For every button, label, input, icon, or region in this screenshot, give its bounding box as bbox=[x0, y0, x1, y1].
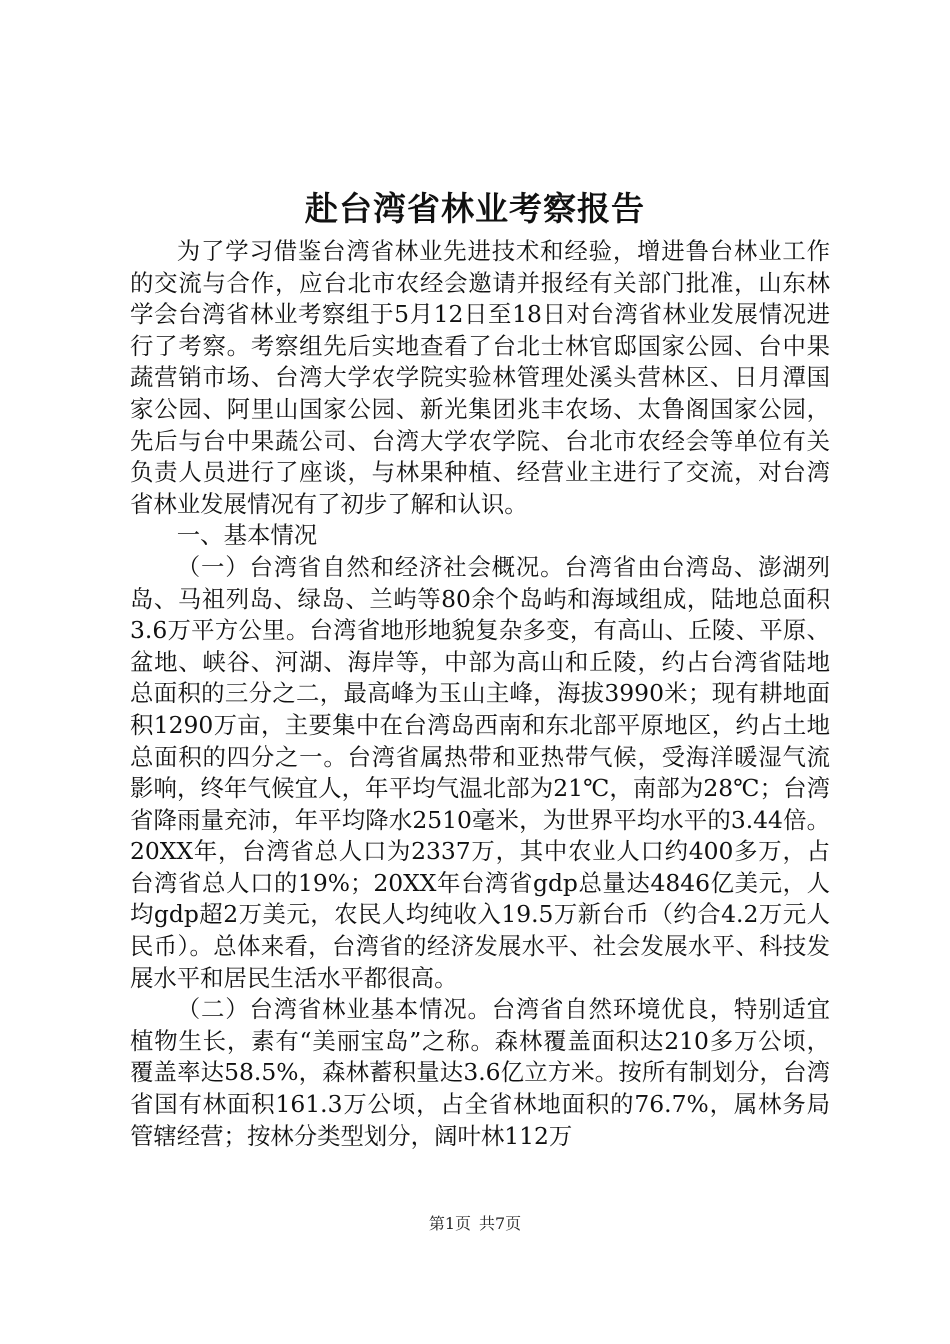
paragraph-natural-economic-overview: （一）台湾省自然和经济社会概况。台湾省由台湾岛、澎湖列岛、马祖列岛、绿岛、兰屿等80余个岛屿和海域组成，陆地总面积3.6万平方公里。台湾省地形地貌复杂多变，有高山、丘陵、平原、盆地、峡谷、河湖、海岸等，中部为高山和丘陵，约占台湾省陆地总面积的三分之二，最高峰为玉山主峰，海拔3990米；现有耕地面积1290万亩，主要集中在台湾岛西南和东北部平原地区，约占土地总面积的四分之一。台湾省属热带和亚热带气候，受海洋暖湿气流影响，终年气候宜人，年平均气温北部为21℃，南部为28℃；台湾省降雨量充沛，年平均降水2510毫米，为世界平均水平的3.44倍。20XX年，台湾省总人口为2337万，其中农业人口约400多万，占台湾省总人口的19%；20XX年台湾省gdp总量达4846亿美元，人均gdp超2万美元，农民人均纯收入19.5万新台币（约合4.2万元人民币）。总体来看，台湾省的经济发展水平、社会发展水平、科技发展水平和居民生活水平都很高。 bbox=[130, 552, 830, 992]
page-total: 共7页 bbox=[479, 1214, 522, 1233]
document-body bbox=[130, 236, 830, 1152]
section-heading-basic-situation: 一、基本情况 bbox=[176, 521, 318, 550]
paragraph-forestry-overview: （二）台湾省林业基本情况。台湾省自然环境优良，特别适宜植物生长，素有“美丽宝岛”之称。森林覆盖面积达210多万公顷，覆盖率达58.5%，森林蓄积量达3.6亿立方米。按所有制划分，台湾省国有林面积161.3万公顷，占全省林地面积的76.7%，属林务局管辖经营；按林分类型划分，阔叶林112万 bbox=[130, 995, 830, 1150]
document-title: 赴台湾省林业考察报告 bbox=[305, 189, 645, 228]
page-footer bbox=[0, 1212, 950, 1236]
paragraph-intro: 为了学习借鉴台湾省林业先进技术和经验，增进鲁台林业工作的交流与合作，应台北市农经会邀请并报经有关部门批准，山东林学会台湾省林业考察组于5月12日至18日对台湾省林业发展情况进行了考察。考察组先后实地查看了台北士林官邸国家公园、台中果蔬营销市场、台湾大学农学院实验林管理处溪头营林区、日月潭国家公园、阿里山国家公园、新光集团兆丰农场、太鲁阁国家公园，先后与台中果蔬公司、台湾大学农学院、台北市农经会等单位有关负责人员进行了座谈，与林果种植、经营业主进行了交流，对台湾省林业发展情况有了初步了解和认识。 bbox=[130, 237, 830, 518]
page-number: 第1页 bbox=[428, 1214, 471, 1233]
